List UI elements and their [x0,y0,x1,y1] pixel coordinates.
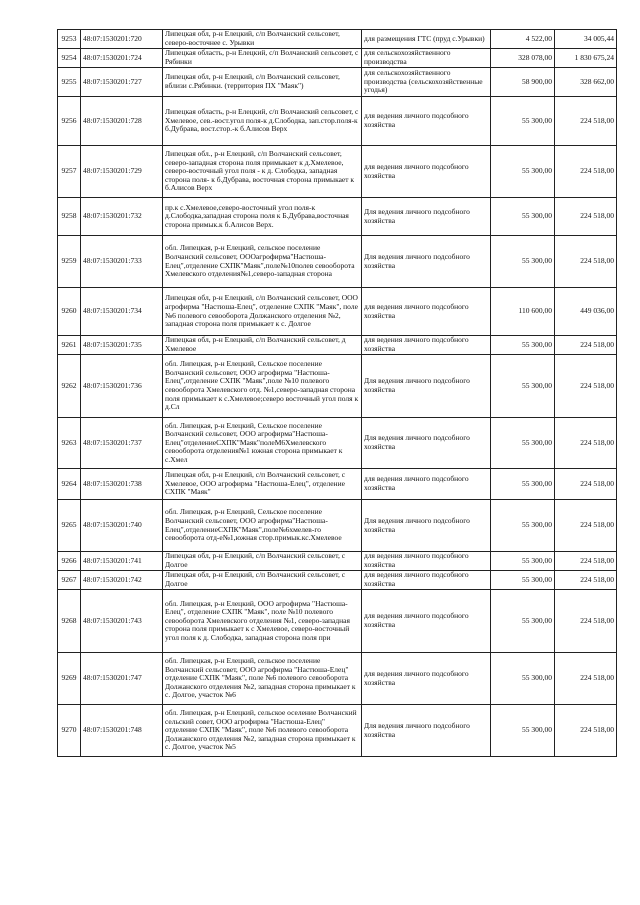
cadastral-value-cell: 224 518,00 [555,236,617,288]
land-use-cell: для ведения личного подсобного хозяйства [362,97,491,146]
cadastral-value-cell: 224 518,00 [555,355,617,418]
address-cell: обл. Липецкая, р-н Елецкий, сельское поселение Волчанский сельсовет, ООО агрофирма "Настюша-Елец" отделение СХПК "Маяк", поле №6 полевого севооборота Должанского отделения №2, западная сторона примыкает к с. Долгое, участок №6 [163,653,362,705]
row-number: 9255 [58,68,81,97]
address-cell: Липецкая обл, р-н Елецкий, с/п Волчанский сельсовет, северо-восточнее с. Урывки [163,30,362,49]
table-row [58,49,617,68]
cadastral-number: 48:07:1530201:728 [81,97,163,146]
land-registry-table [57,29,617,757]
table-row [58,469,617,500]
cadastral-value-cell: 34 005,44 [555,30,617,49]
cadastral-value-cell: 224 518,00 [555,469,617,500]
cadastral-number: 48:07:1530201:743 [81,590,163,653]
row-number: 9261 [58,336,81,355]
row-number: 9270 [58,705,81,757]
land-use-cell: Для ведения личного подсобного хозяйства [362,198,491,236]
address-cell: Липецкая обл, р-н Елецкий, с/п Волчанский сельсовет, с Хмелевое, ООО агрофирма "Настюша-Елец", отделение СХПК "Маяк" [163,469,362,500]
land-use-cell: для сельскохозяйственного производства [362,49,491,68]
area-cell: 55 300,00 [491,97,555,146]
address-cell: пр.к с.Хмелевое,северо-восточный угол поля-к д.Слободка,западная сторона поля к Б.Дубрава,восточная сторона примык.к б.Алисов Верх. [163,198,362,236]
area-cell: 55 300,00 [491,469,555,500]
cadastral-value-cell: 224 518,00 [555,705,617,757]
address-cell: Липецкая область, р-н Елецкий, с/п Волчанский сельсовет, с Хмелевое, сев.-вост.угол поля-к д.Слободка, зап.стор.поля-к б.Дубрава, вост.стор.-к б.Алисов Верх [163,97,362,146]
land-use-cell: для ведения личного подсобного хозяйства [362,571,491,590]
area-cell: 328 078,00 [491,49,555,68]
row-number: 9263 [58,418,81,469]
area-cell: 55 300,00 [491,418,555,469]
table-row [58,288,617,336]
row-number: 9267 [58,571,81,590]
area-cell: 110 600,00 [491,288,555,336]
address-cell: Липецкая обл, р-н Елецкий, с/п Волчанский сельсовет, с Долгое [163,552,362,571]
cadastral-value-cell: 224 518,00 [555,571,617,590]
cadastral-value-cell: 1 830 675,24 [555,49,617,68]
land-use-cell: для ведения личного подсобного хозяйства [362,288,491,336]
cadastral-number: 48:07:1530201:727 [81,68,163,97]
area-cell: 55 300,00 [491,571,555,590]
table-row [58,236,617,288]
land-use-cell: Для ведения личного подсобного хозяйства [362,705,491,757]
row-number: 9258 [58,198,81,236]
area-cell: 55 300,00 [491,653,555,705]
area-cell: 55 300,00 [491,336,555,355]
row-number: 9253 [58,30,81,49]
cadastral-number: 48:07:1530201:736 [81,355,163,418]
land-use-cell: для сельскохозяйственного производства (сельскохозяйственные угодья) [362,68,491,97]
cadastral-value-cell: 224 518,00 [555,552,617,571]
address-cell: обл. Липецкая, р-н Елецкий, Сельское поселение Волчанский сельсовет, ООО агрофирма"Настюша-Елец",отделениеСХПК"Маяк",поле№6хмелев-го севооборота отд-е№1,южная стор.примык.кс.Хмелевое [163,500,362,552]
area-cell: 58 900,00 [491,68,555,97]
table-row [58,500,617,552]
address-cell: обл. Липецкая, р-н Елецкий, ООО агрофирма "Настюша-Елец", отделение СХПК "Маяк", поле №10 полевого севооборота Хмелевского отделения №1, северо-западная сторона поля примыкает к с Хмелевое, северо-восточный угол поля к д. Слободка, западная сторона поля при [163,590,362,653]
cadastral-value-cell: 224 518,00 [555,653,617,705]
cadastral-number: 48:07:1530201:740 [81,500,163,552]
cadastral-number: 48:07:1530201:733 [81,236,163,288]
cadastral-number: 48:07:1530201:741 [81,552,163,571]
row-number: 9256 [58,97,81,146]
address-cell: Липецкая обл, р-н Елецкий, с/п Волчанский сельсовет, с Долгое [163,571,362,590]
address-cell: обл. Липецкая, р-н Елецкий, сельское поселение Волчанский сельсовет, ОООагрофирма"Настюша-Елец",отделение СХПК"Маяк",поле№10полев севооборота Хмелевского отделения№1,северо-западная сторона [163,236,362,288]
cadastral-number: 48:07:1530201:734 [81,288,163,336]
cadastral-value-cell: 224 518,00 [555,500,617,552]
table-row [58,68,617,97]
area-cell: 55 300,00 [491,705,555,757]
cadastral-number: 48:07:1530201:747 [81,653,163,705]
cadastral-number: 48:07:1530201:720 [81,30,163,49]
land-use-cell: Для ведения личного подсобного хозяйства [362,236,491,288]
row-number: 9262 [58,355,81,418]
cadastral-number: 48:07:1530201:735 [81,336,163,355]
address-cell: Липецкая обл, р-н Елецкий, с/п Волчанский сельсовет, вблизи с.Рябинки. (территория ПХ "Маяк") [163,68,362,97]
land-use-cell: Для ведения личного подсобного хозяйства [362,355,491,418]
cadastral-number: 48:07:1530201:724 [81,49,163,68]
cadastral-value-cell: 328 662,00 [555,68,617,97]
cadastral-number: 48:07:1530201:738 [81,469,163,500]
row-number: 9268 [58,590,81,653]
table-row [58,590,617,653]
land-use-cell: для ведения личного подсобного хозяйства [362,552,491,571]
cadastral-number: 48:07:1530201:742 [81,571,163,590]
cadastral-number: 48:07:1530201:732 [81,198,163,236]
row-number: 9257 [58,146,81,198]
row-number: 9265 [58,500,81,552]
cadastral-value-cell: 224 518,00 [555,198,617,236]
table-row [58,571,617,590]
row-number: 9269 [58,653,81,705]
area-cell: 55 300,00 [491,236,555,288]
land-use-cell: для ведения личного подсобного хозяйства [362,590,491,653]
cadastral-number: 48:07:1530201:729 [81,146,163,198]
row-number: 9254 [58,49,81,68]
land-use-cell: Для ведения личного подсобного хозяйства [362,418,491,469]
address-cell: обл. Липецкая, р-н Елецкий, сельское оселение Волчанский сельский совет, ООО агрофирма "Настюша-Елец" отделение СХПК "Маяк", поле №6 полевого севооборота Должанского отделения №2, западная сторона примыкает к с. Долгое, участок №5 [163,705,362,757]
land-use-cell: для ведения личного подсобного хозяйства [362,469,491,500]
cadastral-value-cell: 224 518,00 [555,590,617,653]
row-number: 9260 [58,288,81,336]
address-cell: Липецкая обл, р-н Елецкий, с/п Волчанский сельсовет, д Хмелевое [163,336,362,355]
cadastral-value-cell: 224 518,00 [555,418,617,469]
table-row [58,552,617,571]
cadastral-number: 48:07:1530201:737 [81,418,163,469]
cadastral-value-cell: 224 518,00 [555,146,617,198]
table-row [58,146,617,198]
cadastral-value-cell: 449 036,00 [555,288,617,336]
area-cell: 55 300,00 [491,355,555,418]
land-use-cell: для ведения личного подсобного хозяйства [362,653,491,705]
address-cell: обл. Липецкая, р-н Елецкий, Сельское поселение Волчанский сельсовет, ООО агрофирма "Настюша-Елец",отделение СХПК "Маяк",поле №10 полевого севооборота Хмелевского отд. №1,северо-западная сторона поля примыкает к с.Хмелевое;северо восточный угол поля к д.Сл [163,355,362,418]
area-cell: 55 300,00 [491,590,555,653]
land-use-cell: для ведения личного подсобного хозяйства [362,146,491,198]
table-row [58,418,617,469]
cadastral-value-cell: 224 518,00 [555,336,617,355]
cadastral-number: 48:07:1530201:748 [81,705,163,757]
table-row [58,198,617,236]
table-body [58,30,617,757]
table-row [58,705,617,757]
address-cell: Липецкая обл., р-н Елецкий, с/п Волчанский сельсовет, северо-западная сторона поля примыкает к д.Хмелевое, северо-восточный угол поля - к д. Слободка, западная сторона поля- к б.Дубрава, восточная сторона примыкает к б.Алисов Верх [163,146,362,198]
row-number: 9259 [58,236,81,288]
row-number: 9264 [58,469,81,500]
address-cell: обл. Липецкая, р-н Елецкий, Сельское поселение Волчанский сельсовет, ООО агрофирма"Настюша-Елец"отделениеСХПК"Маяк"полеМ6Хмелевского севооборота отделения№1 южная сторона примыкает к с.Хмел [163,418,362,469]
area-cell: 55 300,00 [491,552,555,571]
table-row [58,653,617,705]
address-cell: Липецкая область, р-н Елецкий, с/п Волчанский сельсовет, с Рябинки [163,49,362,68]
area-cell: 55 300,00 [491,198,555,236]
address-cell: Липецкая обл, р-н Елецкий, с/п Волчанский сельсовет, ООО агрофирма "Настюша-Елец", отделение СХПК "Маяк", поле №6 полевого севооборота Должанского отделения №2, западная сторона поля примыкает к с. Долгое [163,288,362,336]
row-number: 9266 [58,552,81,571]
area-cell: 55 300,00 [491,146,555,198]
area-cell: 55 300,00 [491,500,555,552]
table-row [58,336,617,355]
table-row [58,97,617,146]
cadastral-value-cell: 224 518,00 [555,97,617,146]
table-row [58,30,617,49]
land-use-cell: Для ведения личного подсобного хозяйства [362,500,491,552]
land-use-cell: для размещения ГТС (пруд с.Урывки) [362,30,491,49]
land-use-cell: для ведения личного подсобного хозяйства [362,336,491,355]
table-row [58,355,617,418]
area-cell: 4 522,00 [491,30,555,49]
